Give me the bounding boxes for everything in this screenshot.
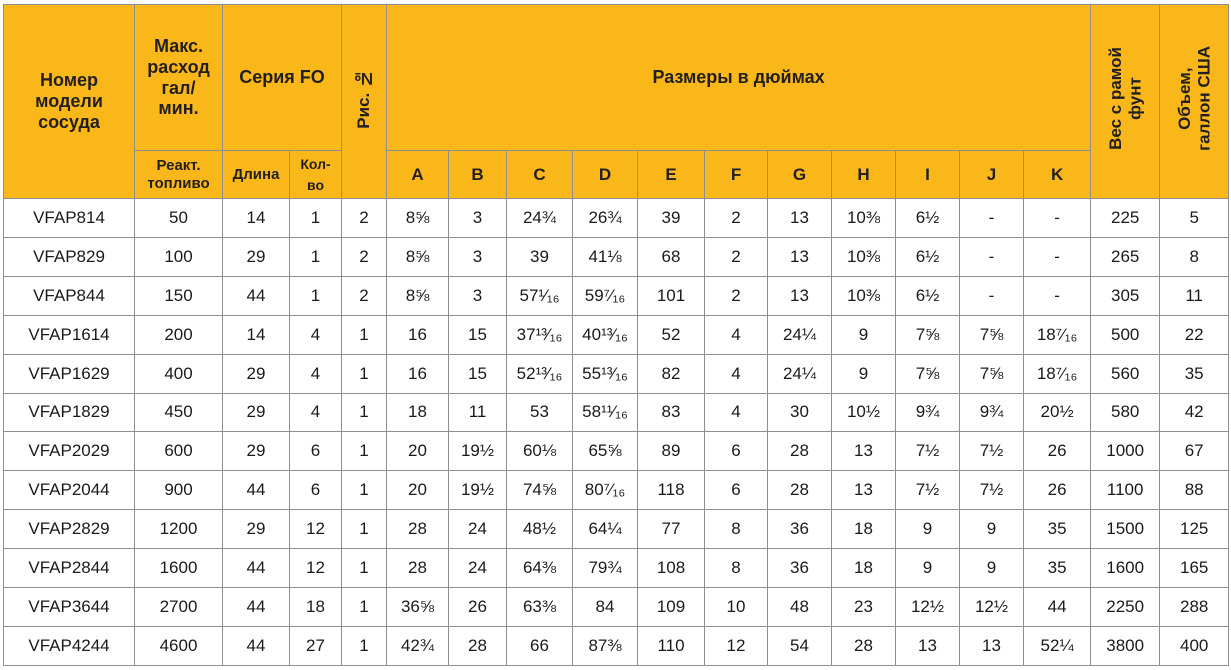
header-fo-series [223, 5, 342, 151]
cell-weight: 500 [1091, 315, 1160, 354]
cell-dim-b: 19½ [449, 432, 507, 471]
header-letter-b: B [449, 151, 507, 199]
cell-length: 29 [223, 354, 290, 393]
cell-fig: 1 [342, 432, 387, 471]
cell-dim-i: 7½ [896, 471, 960, 510]
table-row [4, 393, 1229, 432]
cell-volume: 88 [1160, 471, 1229, 510]
cell-model: VFAP2029 [4, 432, 135, 471]
cell-fig: 1 [342, 626, 387, 665]
table-row [4, 549, 1229, 588]
cell-max-flow: 100 [135, 237, 223, 276]
cell-dim-i: 9 [896, 510, 960, 549]
cell-volume: 11 [1160, 276, 1229, 315]
header-volume-label: Объем, галлон США [1174, 46, 1214, 152]
table-row [4, 237, 1229, 276]
cell-dim-a: 28 [387, 549, 449, 588]
header-dims-label: Размеры в дюймах [652, 67, 825, 88]
cell-dim-j: - [960, 276, 1024, 315]
cell-dim-f: 10 [705, 588, 768, 627]
cell-dim-c: 39 [507, 237, 573, 276]
cell-model: VFAP4244 [4, 626, 135, 665]
cell-dim-k: 26 [1024, 471, 1091, 510]
cell-fig: 1 [342, 354, 387, 393]
cell-dim-k: 26 [1024, 432, 1091, 471]
cell-dim-j: 12½ [960, 588, 1024, 627]
cell-dim-d: 41⅛ [573, 237, 638, 276]
cell-dim-g: 24¼ [768, 315, 832, 354]
cell-qty: 12 [290, 510, 342, 549]
cell-weight: 1000 [1091, 432, 1160, 471]
header-fig [342, 5, 387, 199]
cell-dim-d: 64¼ [573, 510, 638, 549]
cell-dim-h: 10½ [832, 393, 896, 432]
cell-max-flow: 450 [135, 393, 223, 432]
cell-dim-b: 3 [449, 199, 507, 238]
cell-dim-f: 6 [705, 471, 768, 510]
cell-dim-c: 24¾ [507, 199, 573, 238]
header-letter-f: F [705, 151, 768, 199]
header-model-label: Номер модели сосуда [35, 70, 103, 132]
cell-model: VFAP844 [4, 276, 135, 315]
header-letter-i: I [896, 151, 960, 199]
cell-dim-h: 10⅜ [832, 199, 896, 238]
cell-length: 44 [223, 276, 290, 315]
cell-dim-e: 77 [638, 510, 705, 549]
header-letter-h: H [832, 151, 896, 199]
cell-dim-j: 9¾ [960, 393, 1024, 432]
cell-dim-d: 59⁷⁄₁₆ [573, 276, 638, 315]
cell-dim-e: 52 [638, 315, 705, 354]
cell-dim-i: 12½ [896, 588, 960, 627]
cell-weight: 580 [1091, 393, 1160, 432]
cell-fig: 1 [342, 588, 387, 627]
table-row [4, 199, 1229, 238]
cell-dim-b: 24 [449, 549, 507, 588]
cell-model: VFAP1629 [4, 354, 135, 393]
cell-dim-a: 20 [387, 432, 449, 471]
cell-dim-e: 101 [638, 276, 705, 315]
cell-dim-c: 48½ [507, 510, 573, 549]
cell-qty: 1 [290, 237, 342, 276]
cell-dim-a: 20 [387, 471, 449, 510]
cell-volume: 165 [1160, 549, 1229, 588]
cell-dim-d: 80⁷⁄₁₆ [573, 471, 638, 510]
cell-dim-b: 15 [449, 315, 507, 354]
cell-dim-b: 11 [449, 393, 507, 432]
cell-dim-e: 89 [638, 432, 705, 471]
header-letter-j: J [960, 151, 1024, 199]
cell-weight: 1100 [1091, 471, 1160, 510]
cell-dim-j: 13 [960, 626, 1024, 665]
cell-dim-a: 8⅝ [387, 237, 449, 276]
cell-dim-f: 12 [705, 626, 768, 665]
cell-dim-h: 13 [832, 432, 896, 471]
header-letter-k: K [1024, 151, 1091, 199]
cell-qty: 6 [290, 432, 342, 471]
cell-max-flow: 400 [135, 354, 223, 393]
cell-dim-f: 2 [705, 199, 768, 238]
cell-model: VFAP2044 [4, 471, 135, 510]
header-length-label: Длина [232, 165, 280, 183]
cell-dim-d: 79¾ [573, 549, 638, 588]
cell-dim-a: 18 [387, 393, 449, 432]
cell-dim-g: 28 [768, 432, 832, 471]
cell-dim-i: 6½ [896, 276, 960, 315]
cell-volume: 35 [1160, 354, 1229, 393]
table-row [4, 432, 1229, 471]
cell-dim-k: 18⁷⁄₁₆ [1024, 354, 1091, 393]
cell-max-flow: 900 [135, 471, 223, 510]
cell-length: 44 [223, 626, 290, 665]
cell-model: VFAP1829 [4, 393, 135, 432]
cell-dim-d: 58¹¹⁄₁₆ [573, 393, 638, 432]
cell-model: VFAP814 [4, 199, 135, 238]
cell-dim-f: 8 [705, 510, 768, 549]
cell-dim-c: 53 [507, 393, 573, 432]
cell-qty: 12 [290, 549, 342, 588]
cell-dim-a: 36⅝ [387, 588, 449, 627]
cell-model: VFAP2829 [4, 510, 135, 549]
cell-max-flow: 150 [135, 276, 223, 315]
cell-dim-f: 4 [705, 354, 768, 393]
table-row [4, 471, 1229, 510]
cell-dim-h: 18 [832, 549, 896, 588]
cell-dim-j: 7⅝ [960, 315, 1024, 354]
cell-volume: 125 [1160, 510, 1229, 549]
cell-dim-j: 9 [960, 510, 1024, 549]
cell-volume: 42 [1160, 393, 1229, 432]
cell-fig: 2 [342, 276, 387, 315]
cell-volume: 8 [1160, 237, 1229, 276]
cell-dim-h: 23 [832, 588, 896, 627]
cell-dim-c: 37¹³⁄₁₆ [507, 315, 573, 354]
cell-dim-f: 4 [705, 393, 768, 432]
cell-dim-i: 7½ [896, 432, 960, 471]
spec-table [3, 4, 1229, 666]
header-qty [290, 151, 342, 199]
cell-length: 44 [223, 549, 290, 588]
cell-dim-k: - [1024, 237, 1091, 276]
header-letter-d: D [573, 151, 638, 199]
cell-max-flow: 1200 [135, 510, 223, 549]
cell-dim-c: 74⅝ [507, 471, 573, 510]
header-weight [1091, 5, 1160, 199]
cell-dim-c: 63⅜ [507, 588, 573, 627]
cell-dim-b: 3 [449, 276, 507, 315]
cell-dim-f: 6 [705, 432, 768, 471]
header-letter-c: C [507, 151, 573, 199]
header-volume [1160, 5, 1229, 199]
cell-qty: 1 [290, 276, 342, 315]
cell-dim-i: 6½ [896, 199, 960, 238]
cell-fig: 1 [342, 549, 387, 588]
cell-length: 29 [223, 393, 290, 432]
cell-dim-i: 9 [896, 549, 960, 588]
cell-weight: 225 [1091, 199, 1160, 238]
cell-dim-g: 13 [768, 276, 832, 315]
header-qty-label: Кол- во [300, 155, 331, 193]
cell-volume: 22 [1160, 315, 1229, 354]
table-row [4, 276, 1229, 315]
cell-dim-g: 30 [768, 393, 832, 432]
cell-volume: 5 [1160, 199, 1229, 238]
header-letter-a: A [387, 151, 449, 199]
cell-qty: 1 [290, 199, 342, 238]
cell-qty: 18 [290, 588, 342, 627]
table-row [4, 588, 1229, 627]
header-letter-g: G [768, 151, 832, 199]
cell-qty: 4 [290, 315, 342, 354]
cell-dim-g: 28 [768, 471, 832, 510]
cell-dim-g: 36 [768, 549, 832, 588]
cell-dim-b: 3 [449, 237, 507, 276]
cell-dim-f: 2 [705, 276, 768, 315]
cell-fig: 1 [342, 393, 387, 432]
header-max-flow-label: Макс. расход гал/ мин. [147, 36, 210, 119]
cell-max-flow: 2700 [135, 588, 223, 627]
cell-qty: 4 [290, 354, 342, 393]
cell-dim-c: 64⅜ [507, 549, 573, 588]
cell-dim-f: 4 [705, 315, 768, 354]
cell-volume: 288 [1160, 588, 1229, 627]
header-fuel-label: Реакт. топливо [147, 157, 210, 192]
cell-length: 44 [223, 471, 290, 510]
cell-fig: 1 [342, 471, 387, 510]
cell-dim-k: - [1024, 199, 1091, 238]
cell-dim-b: 24 [449, 510, 507, 549]
cell-dim-i: 7⅝ [896, 354, 960, 393]
cell-dim-j: 7½ [960, 432, 1024, 471]
cell-dim-g: 24¼ [768, 354, 832, 393]
cell-dim-g: 54 [768, 626, 832, 665]
cell-fig: 2 [342, 237, 387, 276]
cell-model: VFAP1614 [4, 315, 135, 354]
header-max-flow [135, 5, 223, 151]
cell-fig: 1 [342, 510, 387, 549]
cell-dim-a: 28 [387, 510, 449, 549]
cell-dim-b: 26 [449, 588, 507, 627]
cell-dim-d: 87⅜ [573, 626, 638, 665]
cell-weight: 560 [1091, 354, 1160, 393]
cell-dim-k: 52¼ [1024, 626, 1091, 665]
cell-dim-e: 83 [638, 393, 705, 432]
cell-dim-h: 9 [832, 315, 896, 354]
cell-volume: 67 [1160, 432, 1229, 471]
cell-weight: 1500 [1091, 510, 1160, 549]
cell-dim-d: 84 [573, 588, 638, 627]
cell-dim-g: 48 [768, 588, 832, 627]
cell-dim-j: 7½ [960, 471, 1024, 510]
table-body [4, 199, 1229, 666]
cell-dim-d: 65⅝ [573, 432, 638, 471]
cell-dim-b: 15 [449, 354, 507, 393]
table-row [4, 510, 1229, 549]
cell-dim-e: 68 [638, 237, 705, 276]
table-row [4, 626, 1229, 665]
cell-dim-a: 8⅝ [387, 276, 449, 315]
cell-model: VFAP2844 [4, 549, 135, 588]
cell-dim-c: 57¹⁄₁₆ [507, 276, 573, 315]
cell-length: 14 [223, 315, 290, 354]
table-row [4, 354, 1229, 393]
cell-dim-e: 109 [638, 588, 705, 627]
header-weight-label: Вес с рамой фунт [1105, 47, 1145, 151]
cell-qty: 4 [290, 393, 342, 432]
cell-fig: 1 [342, 315, 387, 354]
cell-dim-k: 35 [1024, 510, 1091, 549]
cell-max-flow: 50 [135, 199, 223, 238]
cell-dim-f: 2 [705, 237, 768, 276]
cell-dim-e: 108 [638, 549, 705, 588]
cell-dim-c: 52¹³⁄₁₆ [507, 354, 573, 393]
cell-dim-a: 8⅝ [387, 199, 449, 238]
cell-max-flow: 600 [135, 432, 223, 471]
cell-dim-i: 13 [896, 626, 960, 665]
cell-dim-i: 7⅝ [896, 315, 960, 354]
header-length [223, 151, 290, 199]
cell-qty: 6 [290, 471, 342, 510]
cell-dim-h: 28 [832, 626, 896, 665]
cell-dim-h: 9 [832, 354, 896, 393]
cell-dim-j: 9 [960, 549, 1024, 588]
cell-dim-c: 60⅛ [507, 432, 573, 471]
cell-max-flow: 200 [135, 315, 223, 354]
cell-dim-i: 9¾ [896, 393, 960, 432]
cell-dim-d: 40¹³⁄₁₆ [573, 315, 638, 354]
cell-dim-h: 10⅜ [832, 276, 896, 315]
cell-weight: 3800 [1091, 626, 1160, 665]
cell-dim-k: - [1024, 276, 1091, 315]
cell-dim-d: 55¹³⁄₁₆ [573, 354, 638, 393]
cell-dim-e: 118 [638, 471, 705, 510]
cell-model: VFAP829 [4, 237, 135, 276]
header-fuel [135, 151, 223, 199]
cell-max-flow: 1600 [135, 549, 223, 588]
header-fig-label: Рис. № [354, 68, 374, 129]
cell-dim-j: 7⅝ [960, 354, 1024, 393]
cell-length: 29 [223, 237, 290, 276]
cell-weight: 1600 [1091, 549, 1160, 588]
cell-dim-k: 35 [1024, 549, 1091, 588]
cell-dim-g: 13 [768, 199, 832, 238]
cell-dim-b: 28 [449, 626, 507, 665]
cell-max-flow: 4600 [135, 626, 223, 665]
table-row [4, 315, 1229, 354]
cell-length: 29 [223, 510, 290, 549]
cell-dim-g: 36 [768, 510, 832, 549]
cell-weight: 265 [1091, 237, 1160, 276]
header-dims [387, 5, 1091, 151]
cell-dim-e: 82 [638, 354, 705, 393]
cell-weight: 305 [1091, 276, 1160, 315]
cell-dim-k: 44 [1024, 588, 1091, 627]
cell-length: 44 [223, 588, 290, 627]
cell-dim-h: 10⅜ [832, 237, 896, 276]
cell-dim-k: 18⁷⁄₁₆ [1024, 315, 1091, 354]
cell-dim-e: 110 [638, 626, 705, 665]
cell-fig: 2 [342, 199, 387, 238]
cell-dim-g: 13 [768, 237, 832, 276]
cell-weight: 2250 [1091, 588, 1160, 627]
cell-volume: 400 [1160, 626, 1229, 665]
cell-dim-j: - [960, 237, 1024, 276]
cell-dim-j: - [960, 199, 1024, 238]
cell-dim-a: 16 [387, 315, 449, 354]
cell-qty: 27 [290, 626, 342, 665]
cell-model: VFAP3644 [4, 588, 135, 627]
cell-dim-d: 26¾ [573, 199, 638, 238]
cell-dim-h: 13 [832, 471, 896, 510]
cell-dim-b: 19½ [449, 471, 507, 510]
cell-dim-a: 16 [387, 354, 449, 393]
cell-length: 14 [223, 199, 290, 238]
cell-dim-f: 8 [705, 549, 768, 588]
cell-dim-i: 6½ [896, 237, 960, 276]
header-letter-e: E [638, 151, 705, 199]
header-model [4, 5, 135, 199]
header-fo-series-label: Серия FO [239, 67, 325, 88]
cell-dim-e: 39 [638, 199, 705, 238]
cell-dim-a: 42¾ [387, 626, 449, 665]
cell-dim-k: 20½ [1024, 393, 1091, 432]
cell-length: 29 [223, 432, 290, 471]
cell-dim-c: 66 [507, 626, 573, 665]
cell-dim-h: 18 [832, 510, 896, 549]
